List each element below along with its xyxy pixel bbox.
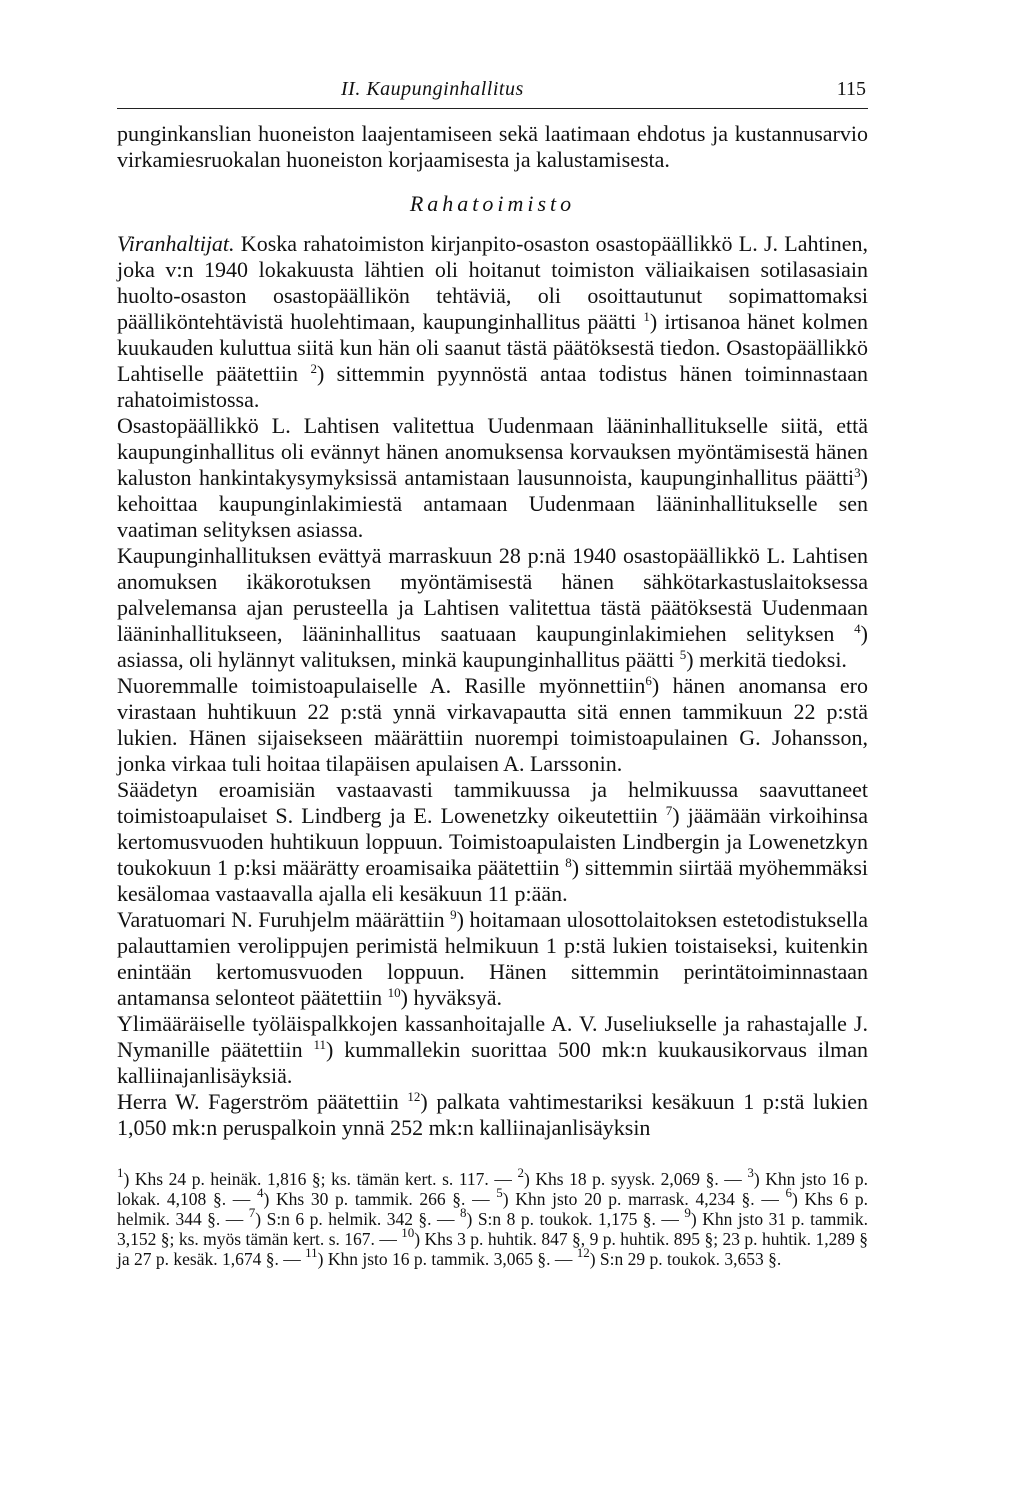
footnote: ) Khn jsto 16 p. tammik. 3,065 §. — — [317, 1249, 577, 1269]
footnote-number: 12 — [576, 1245, 590, 1260]
footnote-ref: 3 — [854, 465, 861, 480]
footnote-ref: 2 — [310, 361, 317, 376]
footnote-number: 3 — [747, 1165, 754, 1180]
footnote-ref: 6 — [645, 673, 652, 688]
running-title: II. Kaupunginhallitus — [341, 78, 524, 100]
footnote-number: 2 — [517, 1165, 524, 1180]
footnote-number: 6 — [785, 1185, 793, 1200]
footnote: ) Khn jsto 31 p. tammik. 3,152 §; ks. myös tämän kert. s. 167. — — [117, 1209, 869, 1249]
footnote-number: 5 — [496, 1185, 503, 1200]
footnote-number: 1 — [117, 1165, 124, 1180]
footnote-number: 8 — [460, 1205, 467, 1220]
footnote: ) Khs 30 p. tammik. 266 §. — — [263, 1189, 497, 1209]
paragraph-lead: Viranhaltijat. — [117, 231, 235, 256]
footnotes — [117, 1165, 869, 1269]
page-number: 115 — [836, 78, 866, 100]
page-header — [117, 78, 868, 109]
paragraph-continuation: punginkanslian huoneiston laajentamiseen sekä laatimaan ehdotus ja kustannusarvio virkamiesruokalan huoneiston korjaamisesta ja kalustamisesta. — [117, 121, 868, 172]
footnote-ref: 11 — [313, 1037, 327, 1052]
footnote-number: 4 — [256, 1185, 264, 1200]
paragraph: Herra W. Fagerström päätettiin $^{12}$) palkata vahtimestariksi kesäkuun 1 p:stä lukien 1,050 mk:n peruspalkoin ynnä 252 mk:n kalliinajanlisäyksin — [117, 1089, 868, 1140]
footnote: ) Khn jsto 20 p. marrask. 4,234 §. — — [502, 1189, 786, 1209]
footnote-ref: 5 — [679, 647, 687, 662]
footnote-ref: 10 — [387, 985, 401, 1000]
footnote: ) Khs 3 p. huhtik. 847 §, 9 p. huhtik. 895 §; 23 p. huhtik. 1,289 § ja 27 p. kesäk. 1,674 §. — — [117, 1229, 869, 1269]
footnote-ref: 7 — [665, 803, 673, 818]
paragraph: Ylimääräiselle työläispalkkojen kassanhoitajalle A. V. Juseliukselle ja rahastajalle J. Nymanille päätettiin $^{11}$) kummallekin suorittaa 500 mk:n kuukausikorvaus ilman kalliinajanlisäyksiä. — [117, 1011, 868, 1088]
footnote: ) Khn jsto 16 p. lokak. 4,108 §. — — [117, 1169, 868, 1209]
paragraph: Varatuomari N. Furuhjelm määrättiin $^9$) hoitamaan ulosottolaitoksen estetodistuksella palauttamien verolippujen perimistä helmikuun 1 p:stä lukien toistaiseksi, kuitenkin enintään kertomusvuoden loppuun. Hänen sittemmin perintätoiminnastaan antamansa selonteot päätettiin $^{10}$) hyväksyä. — [117, 907, 868, 1010]
paragraph-viranhaltijat: Viranhaltijat. Koska rahatoimiston kirjanpito-osaston osastopäällikkö L. J. Lahtinen, joka v:n 1940 lokakuusta lähtien oli hoitanut toimiston väliaikaisen sotilasasiain huolto-osaston osastopäällikön tehtäviä, oli osoittautunut sopimattomaksi päälliköntehtävistä huolehtimaan, kaupunginhallitus päätti $^1$) irtisanoa hänet kolmen kuukauden kuluttua siitä kun hän oli saanut tästä päätöksestä tiedon. Osastopäällikkö Lahtiselle päätettiin $^2$) sittemmin pyynnöstä antaa todistus hänen toiminnastaan rahatoimistossa. — [117, 231, 868, 412]
paragraph: Osastopäällikkö L. Lahtisen valitettua Uudenmaan lääninhallitukselle siitä, että kaupunginhallitus oli evännyt hänen anomuksensa korvauksen myöntämisestä hänen kaluston hankintakysymyksissä antamistaan lausunnoista, kaupunginhallitus päätti$^3$) kehoittaa kaupunginlakimiestä antamaan Uudenmaan lääninhallitukselle sen vaatiman selityksen asiassa. — [117, 413, 868, 542]
footnote-number: 11 — [305, 1245, 318, 1260]
footnote: ) Khs 24 p. heinäk. 1,816 §; ks. tämän kert. s. 117. — — [123, 1169, 518, 1189]
paragraph: Nuoremmalle toimistoapulaiselle A. Rasille myönnettiin$^6$) hänen anomansa ero virastaan huhtikuun 22 p:stä ynnä virkavapautta sitä ennen tammikuun 22 p:stä lukien. Hänen sijaisekseen määrättiin nuorempi toimistoapulainen G. Johansson, jonka virkaa tuli hoitaa tilapäisen apulaisen A. Larssonin. — [117, 673, 868, 776]
footnote: ) S:n 29 p. toukok. 3,653 §. — [589, 1249, 782, 1269]
section-heading: Rahatoimisto — [409, 191, 576, 216]
document-page — [117, 78, 868, 1269]
footnote-number: 10 — [401, 1225, 415, 1240]
footnote-ref: 4 — [854, 621, 861, 636]
footnote: ) S:n 6 p. helmik. 342 §. — — [255, 1209, 461, 1229]
footnote-number: 9 — [684, 1205, 691, 1220]
footnote-number: 7 — [248, 1205, 256, 1220]
footnote-ref: 1 — [643, 309, 650, 324]
footnote: ) S:n 8 p. toukok. 1,175 §. — — [466, 1209, 685, 1229]
body-text — [117, 121, 868, 1141]
footnote-ref: 9 — [450, 907, 457, 922]
footnote-ref: 12 — [407, 1089, 421, 1104]
paragraph: Säädetyn eroamisiän vastaavasti tammikuussa ja helmikuussa saavuttaneet toimistoapulaiset S. Lindberg ja E. Lowenetzky oikeutettiin $^7$) jäämään virkoihinsa kertomusvuoden huhtikuun loppuun. Toimistoapulaisten Lindbergin ja Lowenetzkyn toukokuun 1 p:ksi määrätty eroamisaika päätettiin $^8$) sittemmin siirtää myöhemmäksi kesälomaa vastaavalla ajalla eli kesäkuun 11 p:ään. — [117, 777, 868, 906]
footnote: ) Khs 18 p. syysk. 2,069 §. — — [523, 1169, 748, 1189]
footnote-ref: 8 — [565, 855, 572, 870]
footnote: ) Khs 6 p. helmik. 344 §. — — [117, 1189, 868, 1229]
paragraph: Kaupunginhallituksen evättyä marraskuun 28 p:nä 1940 osastopäällikkö L. Lahtisen anomuksen ikäkorotuksen myöntämisestä hänen sähkötarkastuslaitoksessa palvelemansa ajan perusteella ja Lahtisen valitettua tästä päätöksestä Uudenmaan lääninhallitukseen, lääninhallitus saatuaan kaupunginlakimiehen selityksen $^4$) asiassa, oli hylännyt valituksen, minkä kaupunginhallitus päätti $^5$) merkitä tiedoksi. — [117, 543, 868, 672]
